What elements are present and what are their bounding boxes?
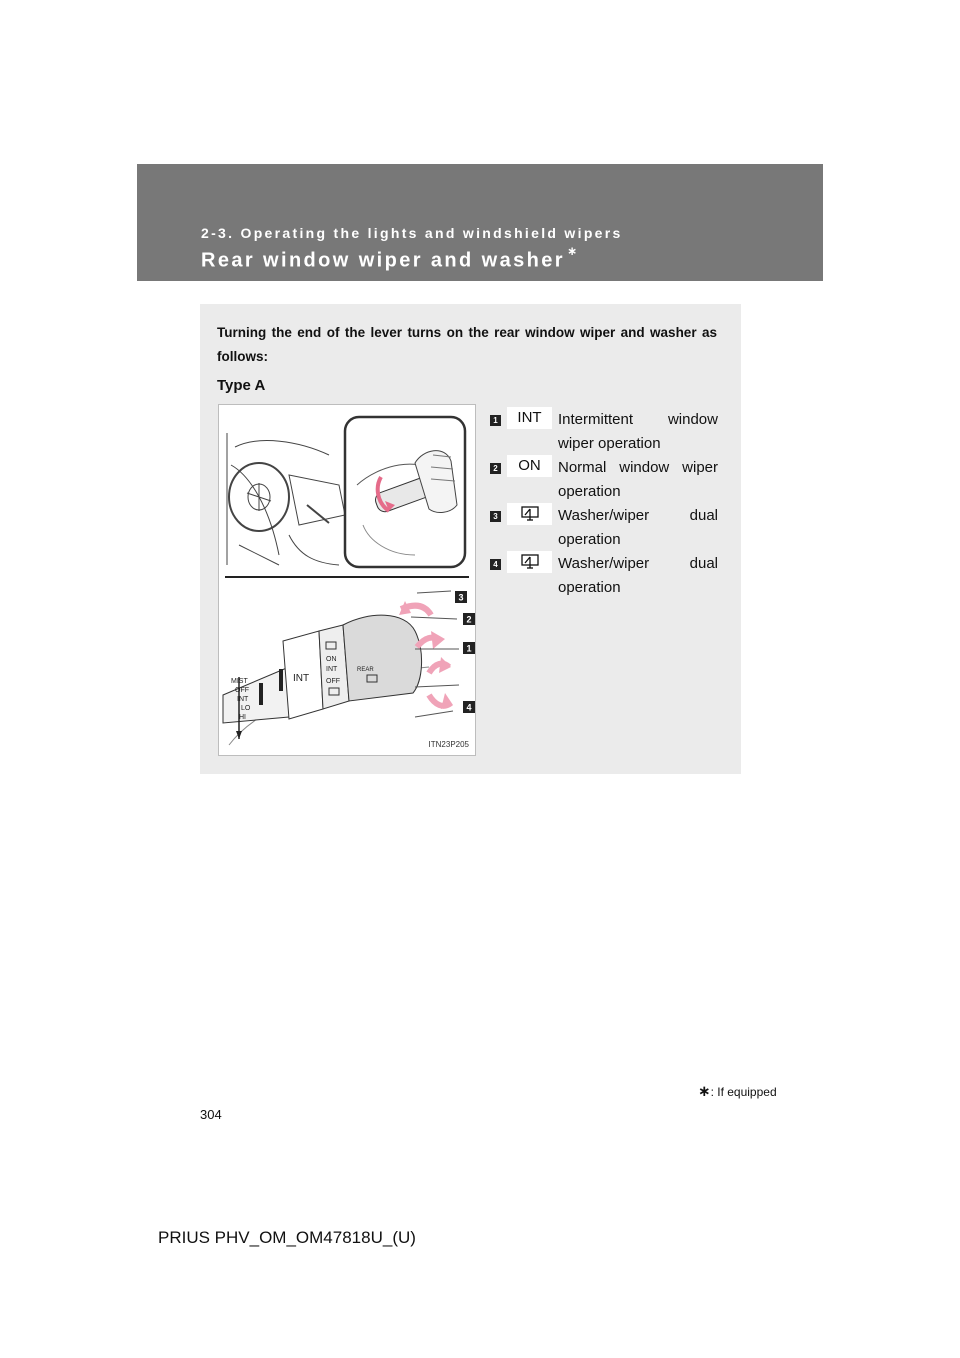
item-description: Washer/wiper dual operation [558, 555, 718, 596]
switch-label-off: OFF [326, 678, 340, 685]
section-label: 2-3. Operating the lights and windshield wipers [201, 225, 623, 241]
cabin-view [227, 433, 345, 565]
svg-text:1: 1 [466, 643, 472, 654]
item-description: Washer/wiper dual operation [558, 507, 718, 548]
item-number: 1 [490, 415, 501, 426]
page-title [201, 244, 580, 273]
callout-1 [463, 642, 475, 654]
callout-3 [455, 591, 467, 603]
svg-text:4: 4 [466, 702, 472, 713]
lever-illustration [218, 404, 476, 756]
equipped-mark: ∗ [566, 244, 580, 258]
lever-label-hi: HI [239, 714, 246, 721]
on-symbol: ON [507, 455, 552, 477]
section-header [137, 164, 823, 281]
list-item [490, 550, 718, 598]
callout-2 [463, 613, 475, 625]
figure-code: ITN23P205 [428, 740, 469, 749]
page-number: 304 [200, 1107, 222, 1122]
callout-4 [463, 701, 475, 713]
washer-icon [507, 503, 552, 525]
lever-closeup [223, 591, 459, 745]
instruction-panel [200, 304, 741, 774]
zoom-inset [345, 417, 465, 567]
intro-text: Turning the end of the lever turns on the rear window wiper and washer as follows: [217, 325, 717, 364]
int-label: INT [293, 673, 310, 684]
switch-label-int: INT [326, 666, 338, 673]
rear-label: REAR [357, 667, 374, 673]
svg-text:2: 2 [466, 614, 472, 625]
item-description: Normal window wiper operation [558, 459, 718, 500]
item-description: Intermittent window wiper operation [558, 411, 718, 452]
page-title-text: Rear window wiper and washer [201, 249, 565, 272]
washer-icon [507, 551, 552, 573]
int-symbol: INT [507, 407, 552, 429]
lever-label-off: OFF [235, 687, 249, 694]
list-item [490, 454, 718, 502]
document-id: PRIUS PHV_OM_OM47818U_(U) [158, 1228, 416, 1247]
footnote [698, 1082, 777, 1100]
switch-label-on: ON [326, 656, 337, 663]
item-number: 4 [490, 559, 501, 570]
svg-text:3: 3 [458, 592, 464, 603]
lever-drawing [219, 405, 475, 755]
list-item [490, 502, 718, 550]
item-number: 2 [490, 463, 501, 474]
list-item [490, 406, 718, 454]
type-label: Type A [217, 377, 266, 394]
lever-label-mist: MIST [231, 678, 248, 685]
position-list [490, 406, 718, 598]
item-number: 3 [490, 511, 501, 522]
footnote-text: : If equipped [710, 1085, 777, 1099]
lever-label-int: INT [237, 696, 249, 703]
lever-label-lo: LO [241, 705, 251, 712]
footnote-mark: ∗ [698, 1083, 711, 1100]
